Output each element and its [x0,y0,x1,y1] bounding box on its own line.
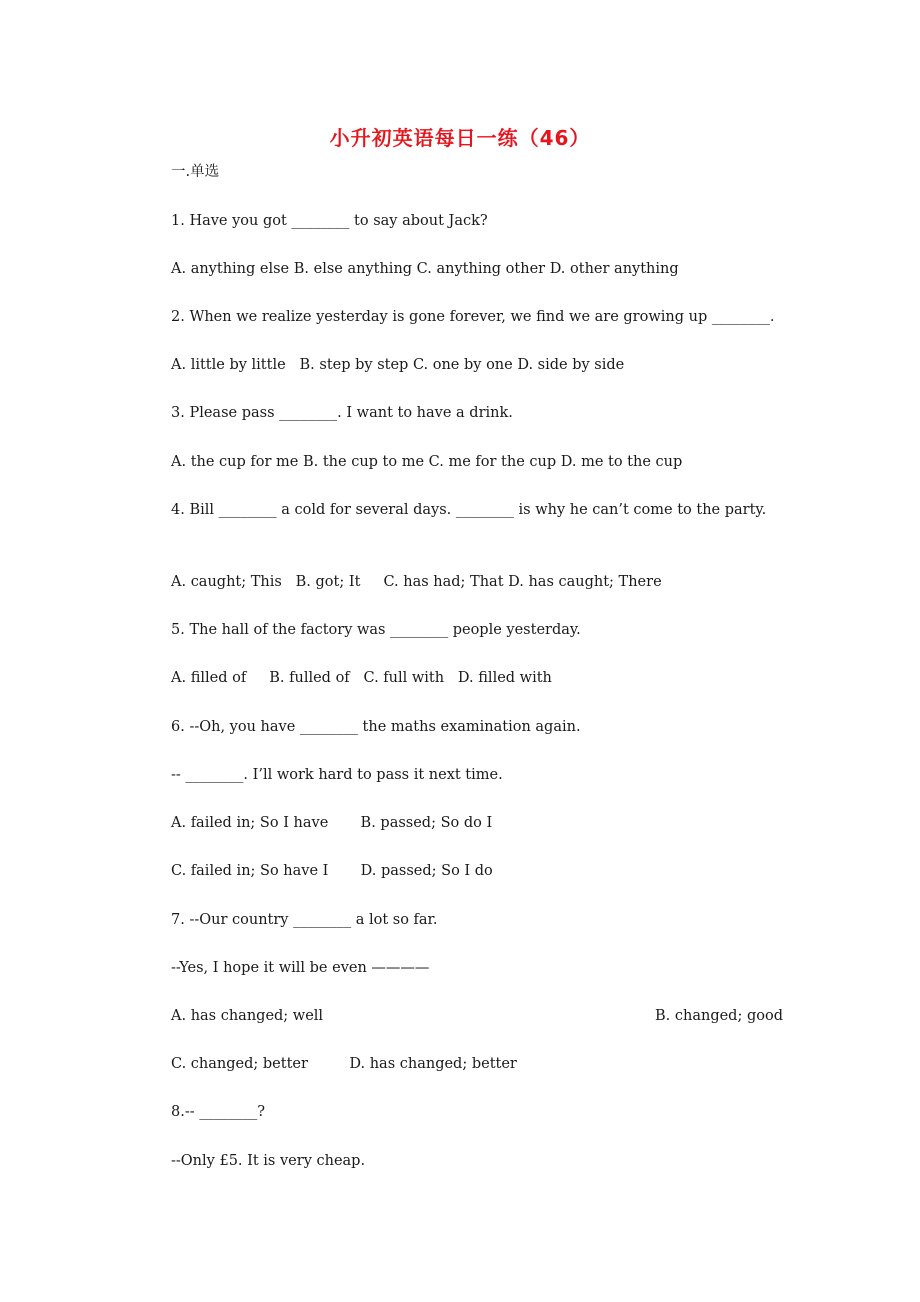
question-2: 2. When we realize yesterday is gone forever, we find we are growing up ________. [171,309,775,325]
question-8-reply: --Only £5. It is very cheap. [171,1153,366,1169]
question-6: 6. --Oh, you have ________ the maths examination again. [171,719,581,735]
question-4-options: A. caught; This B. got; It C. has had; That D. has caught; There [171,574,662,590]
section-heading: 一.单选 [171,164,220,180]
question-4: 4. Bill ________ a cold for several days. ________ is why he can’t come to the party. [171,502,767,518]
question-7-reply: --Yes, I hope it will be even ———— [171,960,430,976]
question-6-reply: -- ________. I’ll work hard to pass it next time. [171,767,503,783]
question-5: 5. The hall of the factory was ________ people yesterday. [171,622,581,638]
question-6-options-cd: C. failed in; So have I D. passed; So I do [171,863,493,879]
question-5-options: A. filled of B. fulled of C. full with D. filled with [171,670,552,686]
question-3-options: A. the cup for me B. the cup to me C. me for the cup D. me to the cup [171,454,683,470]
question-2-options: A. little by little B. step by step C. one by one D. side by side [171,357,625,373]
page-title: 小升初英语每日一练（46） [329,126,591,150]
question-7: 7. --Our country ________ a lot so far. [171,912,438,928]
question-6-options-ab: A. failed in; So I have B. passed; So do I [171,815,493,831]
question-3: 3. Please pass ________. I want to have a drink. [171,405,513,421]
question-8: 8.-- ________? [171,1104,266,1120]
question-7-options-cd: C. changed; better D. has changed; better [171,1056,517,1072]
question-7-option-b: B. changed; good [655,1008,783,1024]
question-1: 1. Have you got ________ to say about Jack? [171,213,488,229]
question-7-option-a: A. has changed; well [171,1008,324,1024]
question-1-options: A. anything else B. else anything C. anything other D. other anything [171,261,679,277]
